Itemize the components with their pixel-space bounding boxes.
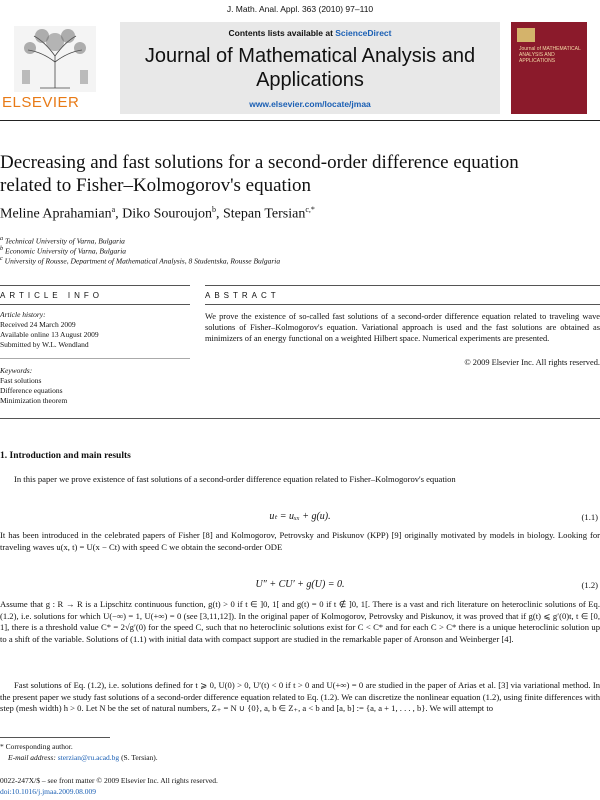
journal-title-line-1: Journal of Mathematical Analysis and (144, 45, 476, 67)
abstract-end-rule (0, 418, 600, 419)
paragraph: It has been introduced in the celebrated papers of Fisher [8] and Kolmogorov, Petrovsky and Piskunov (KPP) [9] originally motivated by models in biology. Looking for traveling waves u(x, t) = U(x − Ct) with speed C we obtain the second-order ODE (0, 530, 600, 552)
keyword[interactable]: Fast solutions (0, 376, 42, 385)
history-submitted: Submitted by W.L. Wendland (0, 340, 89, 349)
affiliation-sup: a (0, 235, 4, 242)
article-title (0, 151, 600, 197)
info-rule (0, 304, 190, 305)
journal-cover (511, 22, 587, 114)
sciencedirect-link[interactable]: ScienceDirect (335, 28, 392, 38)
info-divider (0, 358, 190, 359)
affiliation-text: Economic University of Varna, Bulgaria (5, 246, 127, 256)
affiliation (0, 235, 125, 246)
history-online: Available online 13 August 2009 (0, 330, 99, 339)
author-sup: b (211, 205, 216, 214)
author-sup: c,* (305, 205, 315, 214)
affiliation-sup: c (0, 255, 3, 262)
author-name[interactable]: Stepan Tersian (222, 206, 306, 222)
equation-1-1: uₜ = uₓₓ + g(u). (269, 511, 331, 522)
abstract-text: We prove the existence of so-called fast solutions of a second-order difference equation related to traveling wave solutions of Fisher–Kolmogorov's equation. Variational approach is used and the fast solutions are obtained as minimizers of an energy functional on a weighted Hilbert space. Numerical experiments are presented. (205, 312, 600, 343)
equation-number: (1.2) (581, 580, 598, 590)
abstract-heading: ABSTRACT (205, 291, 280, 300)
keyword[interactable]: Minimization theorem (0, 396, 68, 405)
front-matter-line: 0022-247X/$ – see front matter © 2009 Elsevier Inc. All rights reserved. (0, 776, 218, 785)
email-link[interactable]: sterzian@ru.acad.bg (57, 753, 120, 762)
section-heading: 1. Introduction and main results (0, 451, 131, 461)
cover-text: Journal of MATHEMATICAL ANALYSIS AND APPLICATIONS (519, 46, 581, 64)
abstract-rule (205, 285, 600, 286)
email-footnote (8, 753, 158, 762)
keywords (0, 366, 190, 406)
paragraph: In this paper we prove existence of fast solutions of a second-order difference equation related to Fisher–Kolmogorov's equation (14, 474, 456, 484)
history-received: Received 24 March 2009 (0, 320, 76, 329)
affiliation-text: Technical University of Varna, Bulgaria (5, 236, 125, 246)
author-name[interactable]: Diko Souroujon (122, 206, 212, 222)
affiliation (0, 255, 280, 266)
article-history (0, 310, 190, 350)
email-suffix: (S. Tersian). (119, 753, 158, 762)
email-label: E-mail address: (8, 753, 58, 762)
footnote-rule (0, 737, 110, 738)
keywords-label: Keywords: (0, 366, 33, 375)
cover-decoration (517, 28, 535, 42)
publisher-name: ELSEVIER (2, 94, 80, 111)
contents-prefix: Contents lists available at (228, 28, 336, 38)
journal-title (120, 44, 500, 92)
info-rule (0, 285, 190, 286)
running-head: J. Math. Anal. Appl. 363 (2010) 97–110 (226, 4, 374, 14)
author-sup: a (111, 205, 116, 214)
paragraph: Fast solutions of Eq. (1.2), i.e. solutions defined for t ⩾ 0, U(0) > 0, U′(t) < 0 if t > 0 and U(+∞) = 0 are studied in the paper of Arias et al. [3] via variational method. In the present paper we study fast solutions of a second-order difference equation related to Eq. (1.2). We can discretize the nonlinear equation (1.2), using finite differences with step (mesh width) h > 0. Let N be the set of natural numbers, Z₊ = N ∪ {0}, a, b ∈ Z₊, a < b and [a, b] := {a, a + 1, . . . , b}. We will attempt to (0, 680, 600, 713)
affiliation (0, 245, 126, 256)
contents-line (120, 28, 500, 38)
elsevier-tree-icon (0, 22, 110, 94)
corresponding-author-note: * Corresponding author. (0, 742, 73, 751)
author-name[interactable]: Meline Aprahamian (0, 206, 112, 222)
abstract-copyright: © 2009 Elsevier Inc. All rights reserved. (464, 358, 600, 367)
header-rule (0, 120, 600, 121)
keyword[interactable]: Difference equations (0, 386, 63, 395)
affiliation-text: University of Rousse, Department of Mathematical Analysis, 8 Studentska, Rousse Bulgaria (4, 256, 281, 266)
equation-1-2: U″ + CU′ + g(U) = 0. (255, 579, 345, 590)
author-list: Meline Aprahamian$^a$, Diko Souroujon$^b$, Stepan Tersian$^{c,*}$ (0, 205, 315, 222)
history-label: Article history: (0, 310, 46, 319)
doi-link[interactable]: doi:10.1016/j.jmaa.2009.08.009 (0, 787, 97, 796)
journal-title-line-2: Applications (256, 69, 364, 91)
abstract-rule (205, 304, 600, 305)
journal-homepage-link[interactable]: www.elsevier.com/locate/jmaa (249, 99, 371, 109)
affiliation-sup: b (0, 245, 4, 252)
paragraph: Assume that g : R → R is a Lipschitz continuous function, g(t) > 0 if t ∈ ]0, 1[ and g(t) = 0 if t ∉ ]0, 1[. There is a vast and rich literature on heteroclinic solutions of Eq. (1.2), i.e. solutions for which U(−∞) = 1, U(+∞) = 0 (see [3,11,12]). In the original paper of Kolmogorov, Petrovsky and Piskunov, it was proved that if g(t) ⩽ g′(0)t, t ∈ [0, 1], there is a threshold value C* = 2√g′(0) for the speed C, such that no heteroclinic solutions exist for C < C* and for each C > C* there is a unique heteroclinic solution up to a shift of the variable. Solutions of (1.1) with initial data with compact support are studied in the remarkable paper of Aronson and Weinberger [4]. (0, 599, 600, 644)
equation-number: (1.1) (581, 512, 598, 522)
article-title-line-1: Decreasing and fast solutions for a second-order difference equation (0, 152, 519, 173)
article-info-heading: ARTICLE INFO (0, 291, 103, 300)
article-title-line-2: related to Fisher–Kolmogorov's equation (0, 175, 312, 196)
